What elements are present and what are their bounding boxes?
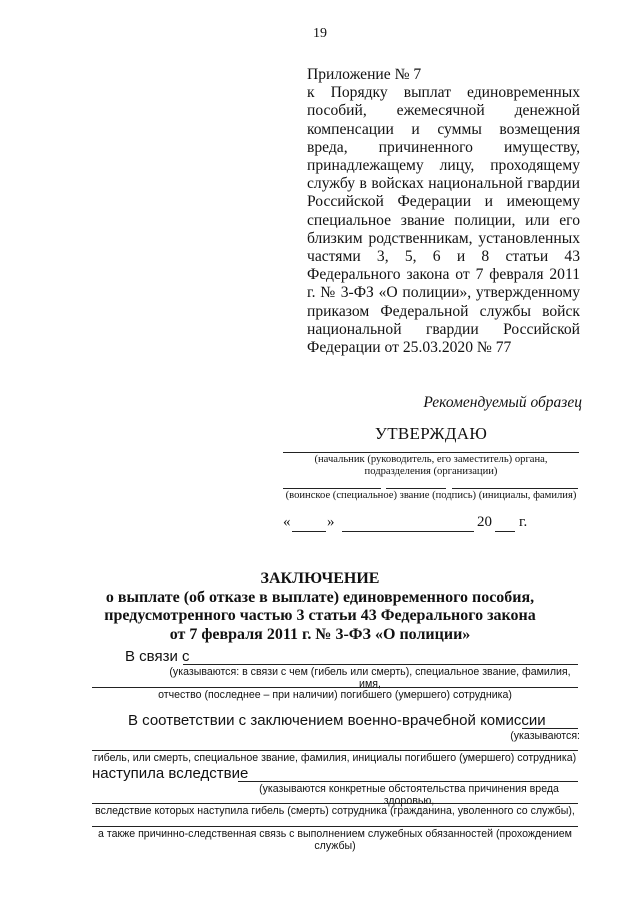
caption-4: гибель, или смерть, специальное звание, фамилия, инициалы погибшего (умершего) сотрудника) — [93, 752, 577, 764]
head-signature-line — [283, 452, 579, 453]
date-day-line — [292, 531, 326, 532]
date-month-line — [342, 531, 474, 532]
fill-line-4 — [92, 750, 578, 751]
conclusion-title — [0, 570, 640, 644]
date-open-quote: « — [283, 514, 291, 530]
initials-line — [452, 488, 578, 489]
page-number: 19 — [313, 26, 327, 41]
commission-line — [522, 728, 578, 729]
caption-2: отчество (последнее – при наличии) погибшего (умершего) сотрудника) — [158, 689, 512, 701]
fill-line-2 — [92, 687, 578, 688]
appendix-title: Приложение № 7 — [307, 66, 422, 83]
occurred-line — [238, 781, 578, 782]
head-caption: (начальник (руководитель, его заместитель) органа, подразделения (организации) — [314, 454, 548, 477]
date-close-quote: » — [327, 514, 335, 530]
conclusion-title-line-2: о выплате (об отказе в выплате) единовременного пособия, — [105, 588, 535, 606]
caption-6: вследствие которых наступила гибель (смерть) сотрудника (гражданина, уволенного со службы), — [95, 805, 575, 817]
in-accordance-label: В соответствии с заключением военно-врачебной комиссии — [128, 712, 546, 729]
date-year-prefix: 20 — [477, 514, 492, 530]
signature-line — [386, 488, 446, 489]
sign-caption: (воинское (специальное) звание (подпись) (инициалы, фамилия) — [285, 490, 577, 501]
conclusion-title-line-1: ЗАКЛЮЧЕНИЕ — [260, 570, 380, 587]
date-year-suffix: г. — [519, 514, 528, 530]
approve-title: УТВЕРЖДАЮ — [374, 424, 488, 443]
fill-line-6 — [92, 803, 578, 804]
caption-7: а также причинно-следственная связь с выполнением служебных обязанностей (прохождением службы) — [98, 828, 572, 852]
sample-label: Рекомендуемый образец — [423, 394, 582, 411]
occurred-label: наступила вследствие — [92, 765, 249, 782]
appendix-body: к Порядку выплат единовременных пособий, ежемесячной денежной компенсации и суммы возмещения вреда, причиненного имуществу, принадлежащему лицу, проходящему службу в войсках национальной гвардии Российской Федерации и имеющему специальное звание полиции, или его близким родственникам, установленных частями 3, 5, 6 и 8 статьи 43 Федерального закона от 7 февраля 2011 г. № 3-ФЗ «О полиции», утвержденному приказом Федеральной службы войск национальной гвардии Российской Федерации от 25.03.2020 № 77 — [307, 84, 580, 357]
caption-3: (указываются: — [510, 730, 580, 742]
rank-line — [283, 488, 381, 489]
caption-5: (указываются конкретные обстоятельства причинения вреда здоровью, — [259, 783, 559, 807]
fill-line-7 — [92, 826, 578, 827]
in-connection-line — [183, 664, 578, 665]
caption-1: (указываются: в связи с чем (гибель или смерть), специальное звание, фамилия, имя, — [169, 666, 571, 690]
date-row — [0, 514, 640, 538]
conclusion-title-line-3: предусмотренного частью 3 статьи 43 Федерального закона — [104, 607, 536, 624]
in-connection-label: В связи с — [125, 648, 190, 665]
appendix-block — [307, 66, 580, 357]
conclusion-title-line-4: от 7 февраля 2011 г. № 3-ФЗ «О полиции» — [169, 625, 471, 643]
date-year-line — [495, 531, 515, 532]
